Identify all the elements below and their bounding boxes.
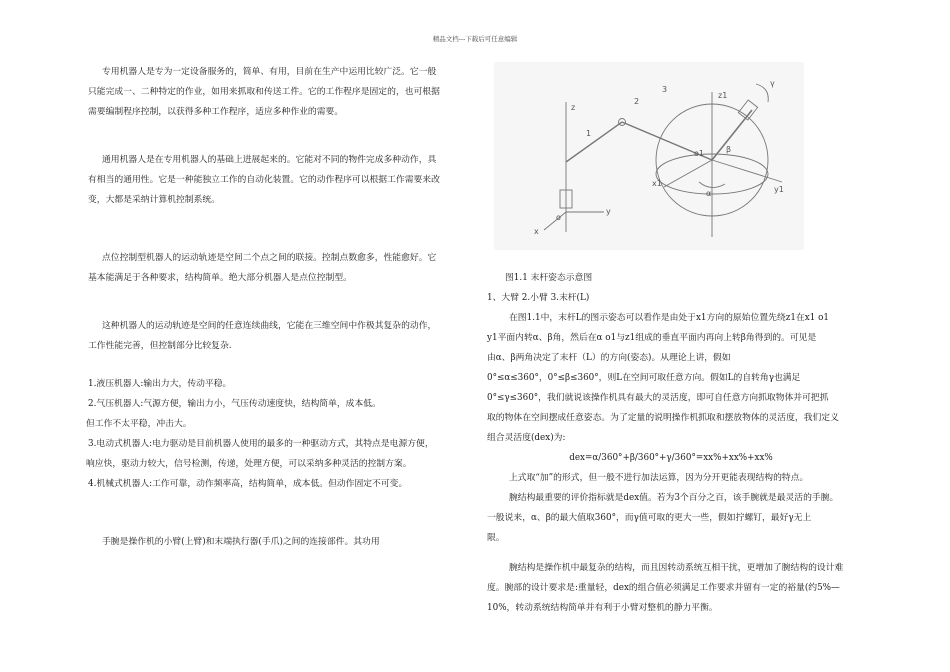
- list-item-mechanical: 4.机械式机器人:工作可靠，动作频率高，结构简单，成本低。但动作固定不可变。: [88, 479, 408, 489]
- robot-arm-diagram: [494, 62, 804, 250]
- list-item-pneumatic: 2.气压机器人:气源方便，输出力小，气压传动速度快，结构简单，成本低。: [88, 399, 381, 409]
- gamma-arc: [756, 84, 768, 102]
- para-point-control-line2: 基本能满足于各种要求，结构简单。绝大部分机器人是点位控制型。: [88, 273, 352, 283]
- para-wrist: 手腕是操作机的小臂(上臂)和末端执行器(手爪)之间的连接部件。其功用: [102, 537, 380, 547]
- list-item-pneumatic-cont: 但工作不太平稳，冲击大。: [86, 419, 192, 429]
- right-column: [487, 268, 855, 618]
- para-point-control-line1: 点位控制型机器人的运动轨迹是空间二个点之间的联接。控制点数愈多，性能愈好。它: [102, 253, 437, 263]
- label-2: 2: [634, 97, 640, 106]
- figure-caption: 图1.1 末杆姿态示意图: [505, 273, 593, 283]
- para-addition-note: 上式取“加”的形式，但一般不进行加法运算，因为分开更能表现结构的特点。: [509, 473, 809, 483]
- para-continuous-path-line1: 这种机器人的运动轨迹是空间的任意连续曲线，它能在三维空间中作极其复杂的动作，: [102, 321, 437, 331]
- para-dex-line3: 限。: [487, 533, 505, 543]
- label-1: 1: [586, 129, 592, 138]
- page-header: 精品文档---下载后可任意编辑: [432, 35, 518, 43]
- para-general-robot-line2: 有相当的通用性。它是一种能独立工作的自动化装置。它的动作程序可以根据工作需要来改: [88, 175, 440, 185]
- label-z: z: [571, 103, 576, 112]
- label-o: o: [556, 213, 561, 222]
- label-x1: x1: [652, 179, 662, 188]
- para-orientation-line1: 在图1.1中，末杆L的图示姿态可以看作是由处于x1方向的原始位置先绕z1在x1 o1: [509, 313, 829, 323]
- label-x: x: [534, 227, 539, 236]
- list-item-electric: 3.电动式机器人:电力驱动是目前机器人使用的最多的一种驱动方式，其特点是电源方便，: [88, 439, 434, 449]
- para-special-robot-line3: 需要编制程序控制，以获得多种工作程序，适应多种作业的需要。: [88, 107, 344, 117]
- list-item-hydraulic: 1.液压机器人:输出力大，传动平稳。: [88, 379, 232, 389]
- para-orientation-line5: 0°≤γ≤360°，我们就说该操作机具有最大的灵活度，即可自任意方向抓取物体并可把抓: [487, 393, 829, 403]
- para-orientation-line4: 0°≤α≤360°，0°≤β≤360°，则L在空间可取任意方向。假如L的自转角γ也满足: [487, 373, 801, 383]
- end-rod: [712, 110, 752, 160]
- upper-arm: [566, 122, 622, 162]
- para-wrist-design-line2: 度。腕部的设计要求是:重量轻，dex的组合值必须满足工作要求并留有一定的裕量(约5%—: [487, 583, 840, 593]
- para-orientation-line6: 取的物体在空间摆成任意姿态。为了定量的说明操作机抓取和摆放物体的灵活度，我们定义: [487, 413, 839, 423]
- label-gamma: γ: [770, 79, 775, 88]
- label-o1: o1: [694, 149, 704, 158]
- para-special-robot-line1: 专用机器人是专为一定设备服务的，简单、有用，目前在生产中运用比较广泛。它一般: [102, 67, 437, 77]
- para-general-robot-line3: 变，大都是采纳计算机控制系统。: [88, 195, 220, 205]
- para-wrist-design-line3: 10%，转动系统结构简单并有利于小臂对整机的静力平衡。: [487, 603, 718, 613]
- para-wrist-design-line1: 腕结构是操作机中最复杂的结构，而且因转动系统互相干扰，更增加了腕结构的设计难: [509, 563, 844, 573]
- dex-formula: dex=α/360°+β/360°+γ/360°=xx%+xx%+xx%: [569, 453, 773, 463]
- x1-axis: [664, 160, 712, 187]
- y1-axis: [712, 160, 782, 182]
- label-alpha: α: [706, 189, 712, 198]
- label-z1: z1: [718, 91, 728, 100]
- left-column: [88, 62, 460, 552]
- para-orientation-line7: 组合灵活度(dex)为:: [487, 433, 566, 443]
- figure-legend: 1、大臂 2.小臂 3.末杆(L): [487, 293, 590, 303]
- para-continuous-path-line2: 工作性能完善，但控制部分比较复杂.: [88, 341, 232, 351]
- label-y1: y1: [774, 185, 784, 194]
- label-beta: β: [726, 145, 732, 154]
- para-orientation-line2: y1平面内转α、β角，然后在α o1与z1组成的垂直平面内再向上转β角得到的。可见是: [487, 333, 817, 343]
- label-3: 3: [662, 85, 668, 94]
- robot-arm-figure: [494, 62, 804, 250]
- label-y: y: [606, 207, 611, 216]
- para-orientation-line3: 由α、β两角决定了末杆（L）的方向(姿态)。从理论上讲，假如: [487, 353, 731, 363]
- para-dex-line1: 腕结构最重要的评价指标就是dex值。若为3个百分之百，该手腕就是最灵活的手腕。: [509, 493, 839, 503]
- para-general-robot-line1: 通用机器人是在专用机器人的基础上进展起来的。它能对不同的物件完成多种动作，具: [102, 155, 437, 165]
- x-axis: [544, 212, 566, 230]
- para-special-robot-line2: 只能完成一、二种特定的作业，如用来抓取和传送工件。它的工作程序是固定的，也可根据: [88, 87, 440, 97]
- para-dex-line2: 一般说来，α、β的最大值取360°，而γ值可取的更大一些，假如拧螺钉，最好γ无上: [487, 513, 812, 523]
- list-item-electric-cont: 响应快，驱动力较大，信号检测，传递，处理方便，可以采纳多种灵活的控制方案。: [86, 459, 412, 469]
